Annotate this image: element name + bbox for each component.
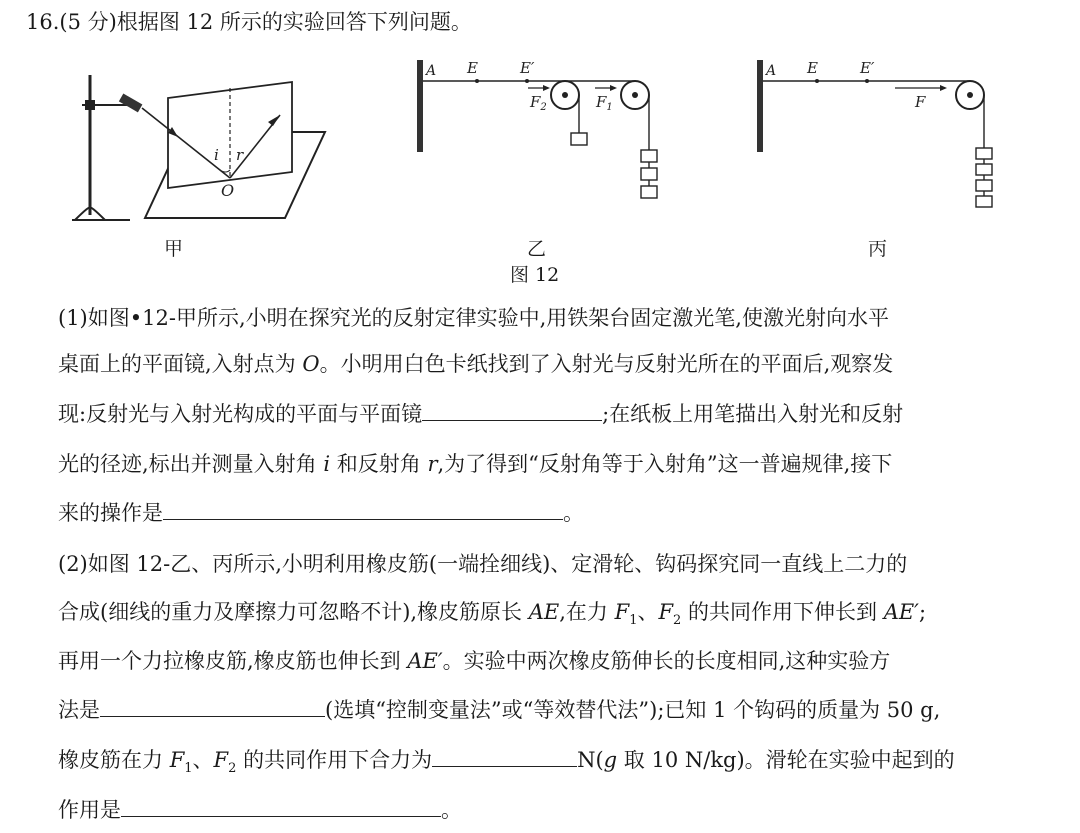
wall [757, 60, 763, 152]
part2-line5: 橡皮筋在力 $F_1$、$F_2$ 的共同作用下合力为 N(g 取 10 N/kg)。滑轮在实验中起到的 [58, 748, 955, 777]
caption-yi: 乙 [527, 238, 547, 260]
caption-bing: 丙 [868, 238, 888, 260]
caption-jia: 甲 [164, 238, 184, 260]
question-title: 16.(5 分)根据图 12 所示的实验回答下列问题。 [26, 10, 472, 34]
part2-line6: 作用是 。 [58, 798, 462, 822]
svg-text:F2: $F_2$ [530, 93, 547, 113]
answer-blank-5[interactable] [121, 796, 441, 817]
label-r: r [236, 146, 244, 164]
label-i: i [214, 146, 219, 164]
part1-line1: (1)如图•12-甲所示,小明在探究光的反射定律实验中,用铁架台固定激光笔,使激光射向水平 [58, 306, 889, 330]
hook-weight [571, 133, 587, 145]
svg-text:E: E [467, 59, 478, 77]
answer-blank-3[interactable] [100, 696, 325, 717]
svg-text:E′: E′ [860, 59, 875, 77]
figure-bing [750, 55, 1010, 235]
svg-text:A: A [426, 63, 437, 79]
part1-line5: 来的操作是 。 [58, 501, 584, 525]
answer-blank-1[interactable] [422, 400, 602, 421]
svg-text:A: A [766, 63, 777, 79]
svg-text:F: F [915, 93, 926, 111]
part2-line4: 法是 (选填“控制变量法”或“等效替代法”);已知 1 个钩码的质量为 50 g, [58, 698, 941, 722]
svg-text:E: E [807, 59, 818, 77]
answer-blank-4[interactable] [432, 746, 577, 767]
figure-jia [70, 60, 340, 235]
part2-line1: (2)如图 12-乙、丙所示,小明利用橡皮筋(一端拴细线)、定滑轮、钩码探究同一直线上二力的 [58, 552, 908, 576]
part2-line3: 再用一个力拉橡皮筋,橡皮筋也伸长到 AE′。实验中两次橡皮筋伸长的长度相同,这种实验方 [58, 649, 891, 673]
part2-line2: 合成(细线的重力及摩擦力可忽略不计),橡皮筋原长 AE,在力 $F_1$、$F_2$ 的共同作用下伸长到 AE′; [58, 600, 927, 629]
part1-line2: 桌面上的平面镜,入射点为 O。小明用白色卡纸找到了入射光与反射光所在的平面后,观察发 [58, 352, 894, 376]
figure-caption: 图 12 [510, 264, 560, 286]
laser-pen-icon [119, 94, 143, 113]
figure-yi [410, 55, 670, 235]
svg-text:E′: E′ [520, 59, 535, 77]
label-O: O [221, 181, 235, 200]
svg-text:F1: $F_1$ [596, 93, 613, 113]
part1-line4: 光的径迹,标出并测量入射角 i 和反射角 r,为了得到“反射角等于入射角”这一普遍规律,接下 [58, 452, 893, 476]
part1-line3: 现:反射光与入射光构成的平面与平面镜 ;在纸板上用笔描出入射光和反射 [58, 402, 904, 426]
wall [417, 60, 423, 152]
answer-blank-2[interactable] [163, 499, 563, 520]
